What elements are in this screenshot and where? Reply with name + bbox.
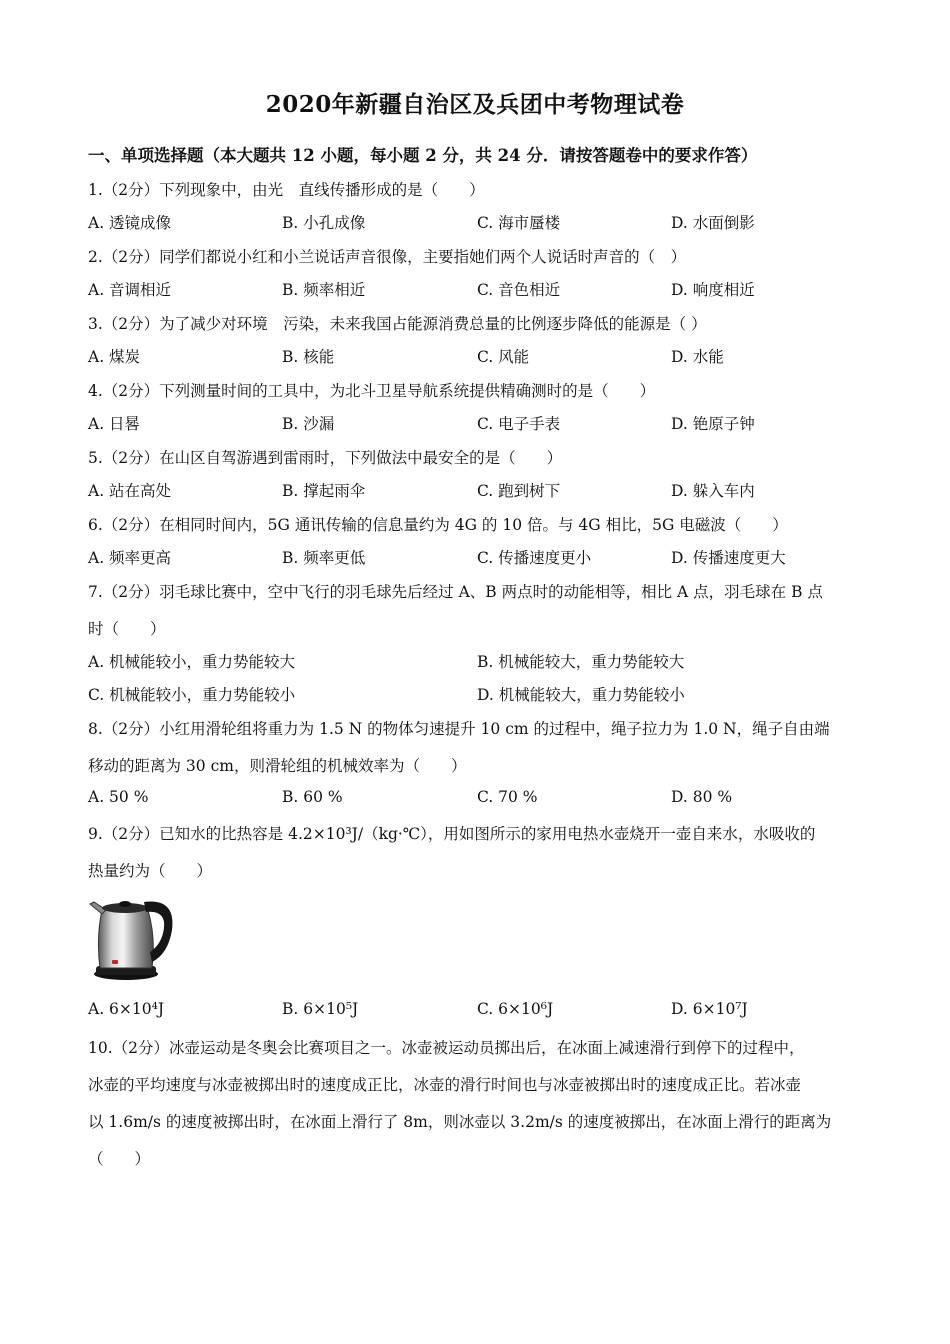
- question-7-options-row-2: [88, 683, 878, 707]
- question-9-stem-line-1: 9.（2分）已知水的比热容是 4.2×10³J/（kg·℃），用如图所示的家用电热水壶烧开一壶自来水，水吸收的: [88, 825, 816, 843]
- question-6-options: [88, 546, 878, 570]
- question-8-options: [88, 788, 878, 812]
- question-2-options: [88, 278, 878, 302]
- question-3-options: [88, 345, 878, 369]
- question-6-stem: 6.（2分）在相同时间内，5G 通讯传输的信息量约为 4G 的 10 倍。与 4G 相比，5G 电磁波（ ）: [88, 516, 788, 534]
- page-title: 2020年新疆自治区及兵团中考物理试卷: [265, 91, 685, 118]
- question-1-stem: 1.（2分）下列现象中，由光 直线传播形成的是（ ）: [88, 181, 485, 199]
- option-d: D. 水面倒影: [671, 214, 755, 232]
- option-d: D. 躲入车内: [671, 482, 755, 500]
- section-heading: 一、单项选择题（本大题共 12 小题，每小题 2 分，共 24 分．请按答题卷中的要求作答）: [88, 146, 758, 165]
- option-c: C. 海市蜃楼: [477, 214, 561, 232]
- option-a: A. 日晷: [88, 415, 141, 433]
- option-b: B. 机械能较大，重力势能较大: [477, 653, 685, 671]
- question-4-options: [88, 412, 878, 436]
- option-a: A. 50 %: [88, 788, 149, 806]
- option-b: B. 6×10⁵J: [282, 1000, 359, 1018]
- question-7-options-row-1: [88, 650, 878, 674]
- question-2-stem: 2.（2分）同学们都说小红和小兰说话声音很像，主要指她们两个人说话时声音的（ ）: [88, 248, 687, 266]
- option-c: C. 传播速度更小: [477, 549, 592, 567]
- option-c: C. 6×10⁶J: [477, 1000, 554, 1018]
- electric-kettle-image: [88, 888, 178, 982]
- option-d: D. 水能: [671, 348, 724, 366]
- option-a: A. 煤炭: [88, 348, 141, 366]
- question-3-stem: 3.（2分）为了减少对环境 污染，未来我国占能源消费总量的比例逐步降低的能源是（ ）: [88, 315, 707, 333]
- option-a: A. 透镜成像: [88, 214, 172, 232]
- option-b: B. 核能: [282, 348, 335, 366]
- question-10-stem-line-4: （ ）: [88, 1150, 151, 1168]
- question-7-stem-line-1: 7.（2分）羽毛球比赛中，空中飞行的羽毛球先后经过 A、B 两点时的动能相等，相比 A 点，羽毛球在 B 点: [88, 583, 823, 601]
- option-c: C. 音色相近: [477, 281, 561, 299]
- question-10-stem-line-1: 10.（2分）冰壶运动是冬奥会比赛项目之一。冰壶被运动员掷出后，在冰面上减速滑行到停下的过程中，: [88, 1039, 805, 1057]
- option-a: A. 机械能较小，重力势能较大: [88, 653, 296, 671]
- question-7-stem-line-2: 时（ ）: [88, 620, 166, 638]
- question-4-stem: 4.（2分）下列测量时间的工具中，为北斗卫星导航系统提供精确测时的是（ ）: [88, 382, 656, 400]
- question-5-options: [88, 479, 878, 503]
- question-10-stem-line-2: 冰壶的平均速度与冰壶被掷出时的速度成正比，冰壶的滑行时间也与冰壶被掷出时的速度成正比。若冰壶: [88, 1076, 802, 1094]
- option-c: C. 电子手表: [477, 415, 561, 433]
- option-d: D. 铯原子钟: [671, 415, 755, 433]
- option-b: B. 沙漏: [282, 415, 335, 433]
- question-8-stem-line-2: 移动的距离为 30 cm，则滑轮组的机械效率为（ ）: [88, 757, 467, 775]
- option-a: A. 频率更高: [88, 549, 172, 567]
- option-d: D. 传播速度更大: [671, 549, 786, 567]
- question-9-options: [88, 1000, 878, 1024]
- option-a: A. 音调相近: [88, 281, 172, 299]
- option-b: B. 小孔成像: [282, 214, 366, 232]
- question-5-stem: 5.（2分）在山区自驾游遇到雷雨时，下列做法中最安全的是（ ）: [88, 449, 563, 467]
- option-b: B. 频率更低: [282, 549, 366, 567]
- option-d: D. 6×10⁷J: [671, 1000, 748, 1018]
- option-d: D. 机械能较大，重力势能较小: [477, 686, 685, 704]
- option-b: B. 撑起雨伞: [282, 482, 366, 500]
- question-8-stem-line-1: 8.（2分）小红用滑轮组将重力为 1.5 N 的物体匀速提升 10 cm 的过程中，绳子拉力为 1.0 N，绳子自由端: [88, 720, 830, 738]
- option-a: A. 6×10⁴J: [88, 1000, 165, 1018]
- option-c: C. 70 %: [477, 788, 538, 806]
- option-b: B. 60 %: [282, 788, 343, 806]
- option-a: A. 站在高处: [88, 482, 172, 500]
- option-c: C. 机械能较小，重力势能较小: [88, 686, 296, 704]
- option-c: C. 风能: [477, 348, 530, 366]
- option-c: C. 跑到树下: [477, 482, 561, 500]
- option-b: B. 频率相近: [282, 281, 366, 299]
- option-d: D. 响度相近: [671, 281, 755, 299]
- question-10-stem-line-3: 以 1.6m/s 的速度被掷出时，在冰面上滑行了 8m，则冰壶以 3.2m/s 的速度被掷出，在冰面上滑行的距离为: [88, 1113, 832, 1131]
- option-d: D. 80 %: [671, 788, 733, 806]
- question-1-options: [88, 211, 878, 235]
- question-9-stem-line-2: 热量约为（ ）: [88, 862, 213, 880]
